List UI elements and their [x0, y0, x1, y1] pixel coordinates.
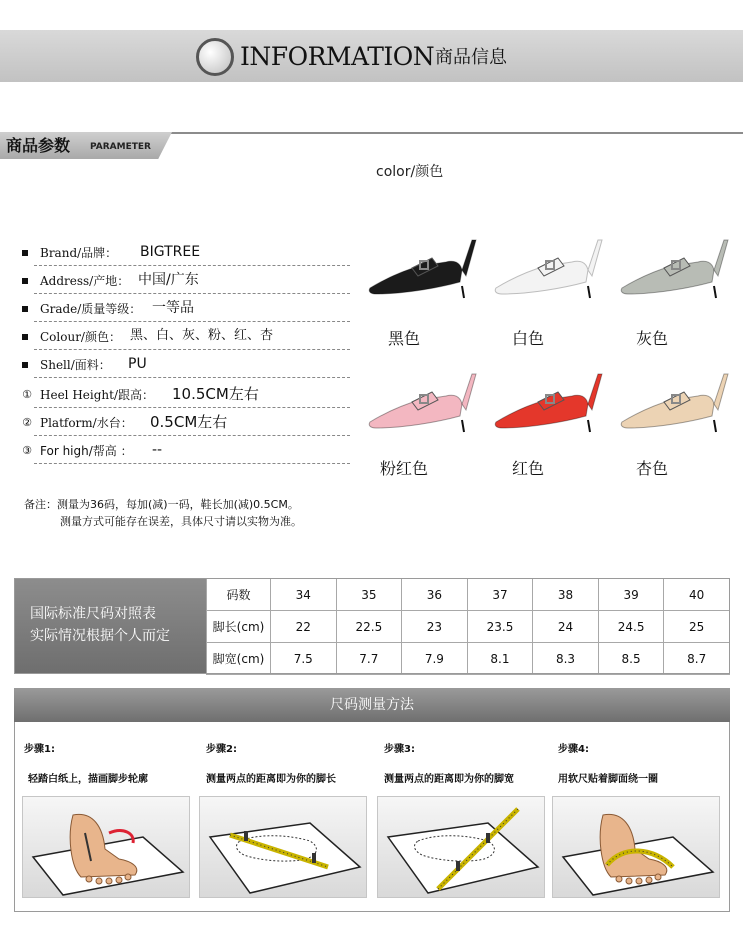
table-cell: 23.5: [467, 611, 533, 643]
step-3-illustration: [377, 796, 545, 898]
dashed-rule: [34, 321, 350, 322]
shoe-color-label: 粉红色: [379, 459, 428, 478]
spec-row-colour: [20, 324, 350, 350]
table-cell: 40: [664, 579, 730, 611]
spec-row-heel-height: [20, 382, 350, 408]
spec-row-grade: [20, 296, 350, 322]
step-2-desc: 测量两点的距离即为你的脚长: [206, 774, 336, 785]
table-cell: 25: [664, 611, 730, 643]
size-chart-caption-1: 国际标准尺码对照表: [30, 606, 156, 622]
spec-label: Brand/品牌：: [40, 246, 118, 260]
shoe-swatch: [494, 370, 604, 434]
bullet-square-icon: [20, 246, 34, 260]
spec-label: Colour/颜色：: [40, 330, 121, 344]
shoe-color-label: 灰色: [635, 329, 668, 348]
shoe-swatch: [368, 370, 478, 434]
dashed-rule: [34, 407, 350, 408]
table-cell: 36: [402, 579, 468, 611]
number-2-marker: ②: [22, 416, 32, 429]
shoe-swatch: [620, 236, 730, 300]
spec-label: Platform/水台：: [40, 416, 133, 430]
spec-row-for-high: [20, 438, 350, 464]
bullet-square-icon: [20, 274, 34, 288]
dashed-rule: [34, 349, 350, 350]
spec-value: 一等品: [152, 300, 194, 316]
spec-label: For high/帮高 ：: [40, 444, 133, 458]
bullet-square-icon: [20, 330, 34, 344]
dashed-rule: [34, 377, 350, 378]
table-cell: 35: [336, 579, 402, 611]
step-2-illustration: [199, 796, 367, 898]
table-cell: 8.1: [467, 643, 533, 675]
spec-row-brand: [20, 240, 350, 266]
spec-row-address: [20, 268, 350, 294]
dashed-rule: [34, 265, 350, 266]
spec-label: Heel Height/跟高：: [40, 388, 155, 402]
row-header: 脚长(cm): [207, 611, 271, 643]
table-cell: 34: [271, 579, 337, 611]
shoe-color-label: 白色: [511, 329, 544, 348]
shoe-color-label: 黑色: [387, 329, 420, 348]
step-3-desc: 测量两点的距离即为你的脚宽: [384, 774, 514, 785]
step-1-illustration: [22, 796, 190, 898]
table-cell: 7.7: [336, 643, 402, 675]
row-header: 脚宽(cm): [207, 643, 271, 675]
table-cell: 23: [402, 611, 468, 643]
spec-row-platform: [20, 410, 350, 436]
shoe-color-label: 杏色: [635, 459, 668, 478]
spec-row-shell: [20, 352, 350, 378]
dashed-rule: [34, 435, 350, 436]
note-line-1: 备注：测量为36码，每加(减)一码，鞋长加(减)0.5CM。: [24, 498, 299, 511]
table-cell: 24: [533, 611, 599, 643]
step-4-illustration: [552, 796, 720, 898]
table-cell: 37: [467, 579, 533, 611]
table-cell: 7.5: [271, 643, 337, 675]
table-cell: 8.7: [664, 643, 730, 675]
parameter-title-cn: 商品参数: [6, 136, 71, 155]
shoe-swatch: [620, 370, 730, 434]
header-title-en: INFORMATION: [240, 42, 435, 71]
parameter-title-en: PARAMETER: [90, 142, 151, 152]
number-3-marker: ③: [22, 444, 32, 457]
step-1-title: 步骤1:: [24, 744, 55, 755]
step-3-title: 步骤3:: [384, 744, 415, 755]
spec-label: Grade/质量等级：: [40, 302, 142, 316]
table-cell: 8.3: [533, 643, 599, 675]
shoe-swatch: [368, 236, 478, 300]
size-chart-border: [14, 578, 730, 674]
row-header: 码数: [207, 579, 271, 611]
spec-label: Address/产地：: [40, 274, 130, 288]
shoe-swatch: [494, 236, 604, 300]
table-cell: 24.5: [598, 611, 664, 643]
table-cell: 38: [533, 579, 599, 611]
step-2-title: 步骤2:: [206, 744, 237, 755]
spec-value: PU: [128, 356, 147, 372]
table-cell: 39: [598, 579, 664, 611]
number-1-marker: ①: [22, 388, 32, 401]
spec-value: BIGTREE: [140, 244, 201, 260]
measure-title: 尺码测量方法: [330, 697, 414, 713]
table-cell: 22: [271, 611, 337, 643]
shoe-color-label: 红色: [511, 459, 544, 478]
note-line-2: 测量方式可能存在误差，具体尺寸请以实物为准。: [60, 515, 302, 528]
spec-value: 0.5CM左右: [150, 413, 228, 431]
spec-value: 黑、白、灰、粉、红、杏: [130, 328, 274, 343]
dashed-rule: [34, 463, 350, 464]
table-cell: 8.5: [598, 643, 664, 675]
step-4-title: 步骤4:: [558, 744, 589, 755]
bullet-square-icon: [20, 358, 34, 372]
spec-value: --: [152, 442, 163, 458]
spec-value: 10.5CM左右: [172, 385, 259, 403]
bullet-square-icon: [20, 302, 34, 316]
table-cell: 7.9: [402, 643, 468, 675]
banner-circle-icon: [196, 38, 234, 76]
table-cell: 22.5: [336, 611, 402, 643]
spec-value: 中国/广东: [138, 272, 199, 288]
color-title: color/颜色: [376, 164, 444, 180]
dashed-rule: [34, 293, 350, 294]
step-4-desc: 用软尺贴着脚面绕一圈: [558, 774, 658, 785]
spec-label: Shell/面料：: [40, 358, 111, 372]
size-chart-caption-2: 实际情况根据个人而定: [30, 628, 170, 644]
step-1-desc: 轻踏白纸上，描画脚步轮廓: [28, 774, 148, 785]
header-title-cn: 商品信息: [435, 47, 507, 68]
